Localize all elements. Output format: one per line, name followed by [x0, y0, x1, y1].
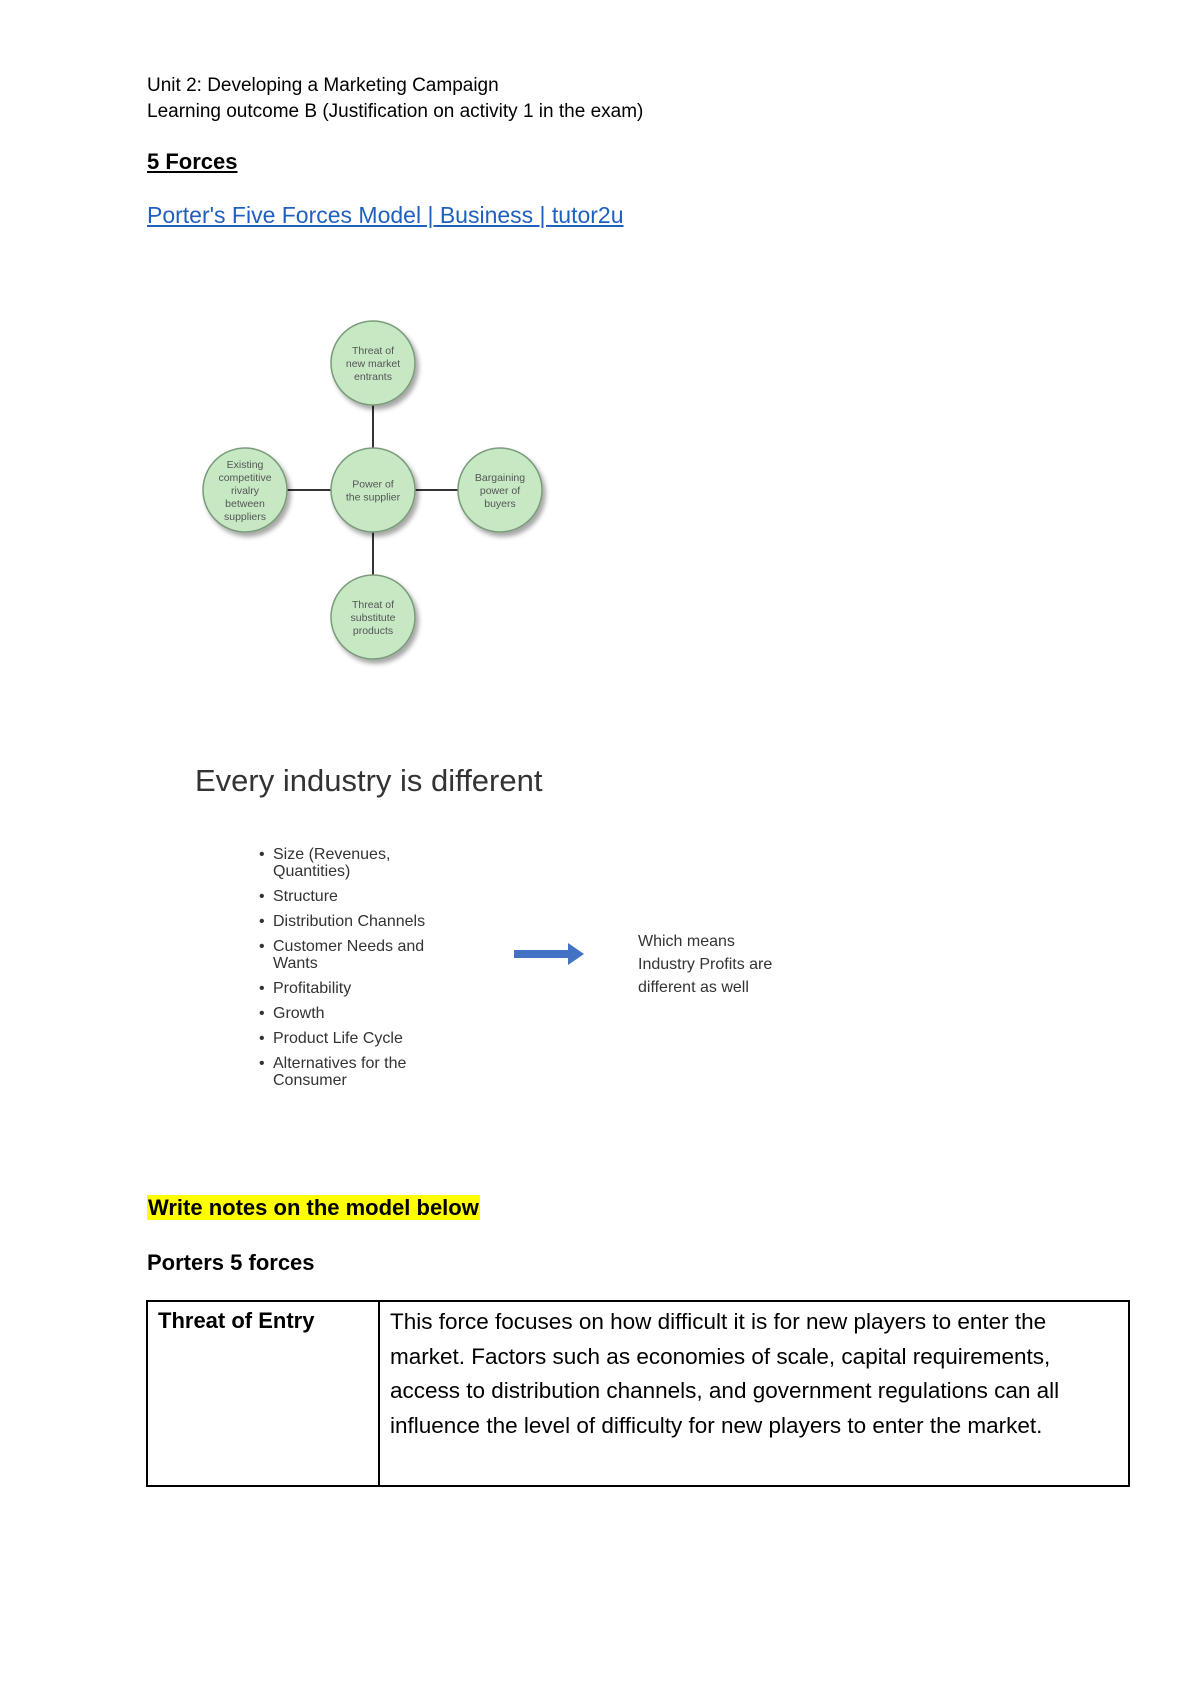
list-item: • Profitability: [257, 980, 447, 997]
node-center-text: [346, 479, 401, 504]
learning-outcome: Learning outcome B (Justification on activity 1 in the exam): [147, 101, 644, 122]
node-center: [331, 448, 415, 532]
industry-profits-note: Which means Industry Profits are different as well: [638, 933, 773, 996]
node-label-line: suppliers: [223, 511, 267, 523]
table-row: [147, 1301, 1129, 1486]
node-label-line: products: [352, 625, 394, 637]
node-top: [331, 321, 415, 405]
node-label-line: Threat of: [351, 599, 395, 611]
list-item: • Size (Revenues, Quantities): [257, 846, 447, 880]
node-label-line: between: [225, 498, 265, 510]
section-title: 5 Forces: [147, 149, 238, 174]
node-label-line: substitute: [350, 612, 396, 624]
list-item: • Alternatives for the Consumer: [257, 1055, 447, 1089]
arrow-right-icon: [514, 940, 586, 968]
force-description-cell[interactable]: This force focuses on how difficult it is for new players to enter the market. Factors such as economies of scale, capital requirements, access to distribution channels, and government regulations can all influence the level of difficulty for new players to enter the market.: [379, 1301, 1129, 1486]
arrow-shaft: [514, 950, 570, 958]
node-bottom-text: [351, 599, 396, 637]
industry-factors-list: [257, 846, 447, 1097]
list-item: • Structure: [257, 888, 447, 905]
five-forces-svg: [200, 320, 560, 670]
node-bottom: [331, 575, 415, 659]
node-label-line: buyers: [484, 498, 516, 510]
node-label-line: Bargaining: [474, 472, 526, 484]
node-label-line: Existing: [226, 459, 264, 471]
node-left: [203, 448, 287, 532]
node-label-line: entrants: [354, 371, 392, 383]
unit-title: Unit 2: Developing a Marketing Campaign: [147, 75, 499, 96]
tutor2u-link[interactable]: Porter's Five Forces Model | Business | tutor2u: [147, 202, 624, 228]
five-forces-diagram: [200, 320, 560, 670]
write-notes-instruction: Write notes on the model below: [148, 1195, 479, 1220]
list-item: • Product Life Cycle: [257, 1030, 447, 1047]
force-name-cell: Threat of Entry: [147, 1301, 379, 1486]
node-label-line: rivalry: [231, 485, 259, 497]
node-label-line: new market: [345, 358, 401, 370]
node-label-line: Threat of: [351, 345, 395, 357]
list-item: • Growth: [257, 1005, 447, 1022]
node-label-line: power of: [479, 485, 521, 497]
notes-table: [146, 1300, 1130, 1487]
porters-subtitle: Porters 5 forces: [147, 1250, 315, 1275]
slide-title: Every industry is different: [195, 763, 543, 798]
node-right: [458, 448, 542, 532]
node-label-line: competitive: [218, 472, 272, 484]
list-item: • Customer Needs and Wants: [257, 938, 447, 972]
node-label-line: the supplier: [345, 491, 401, 504]
arrow-head: [568, 943, 584, 965]
list-item: • Distribution Channels: [257, 913, 447, 930]
node-label-line: Power of: [352, 478, 394, 491]
